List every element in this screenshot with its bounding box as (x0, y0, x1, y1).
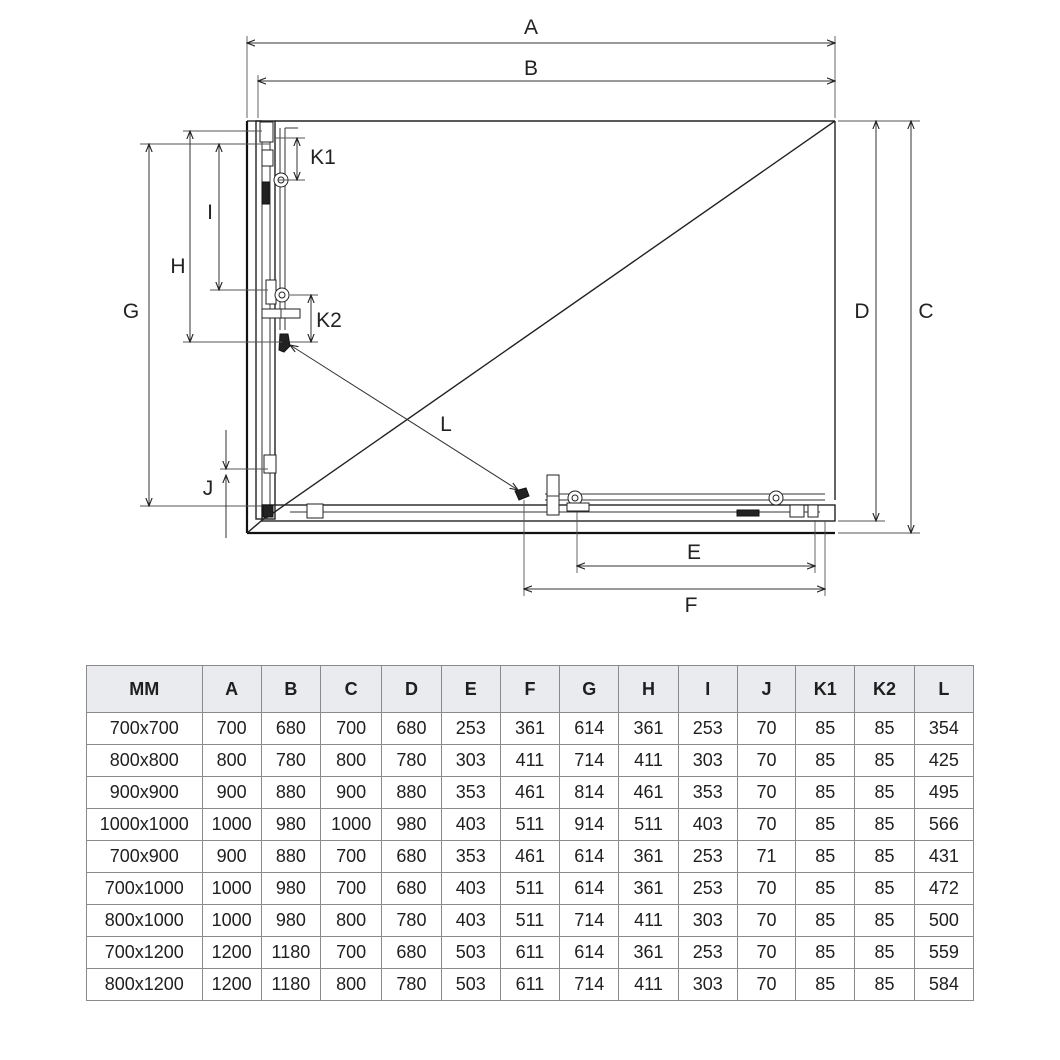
value-cell: 85 (796, 777, 855, 809)
header-cell: C (321, 666, 382, 713)
value-cell: 780 (261, 745, 320, 777)
value-cell: 70 (737, 809, 795, 841)
value-cell: 85 (855, 745, 914, 777)
size-cell: 700x1200 (87, 937, 203, 969)
value-cell: 353 (678, 777, 737, 809)
value-cell: 700 (321, 713, 382, 745)
value-cell: 411 (619, 745, 678, 777)
value-cell: 980 (261, 905, 320, 937)
label-c: C (918, 300, 934, 323)
value-cell: 303 (678, 905, 737, 937)
value-cell: 614 (560, 713, 619, 745)
header-cell: L (914, 666, 973, 713)
value-cell: 85 (796, 713, 855, 745)
size-cell: 700x900 (87, 841, 203, 873)
value-cell: 85 (855, 873, 914, 905)
value-cell: 411 (500, 745, 559, 777)
value-cell: 85 (796, 809, 855, 841)
bottom-right-roller (737, 491, 818, 517)
size-cell: 1000x1000 (87, 809, 203, 841)
value-cell: 680 (382, 841, 441, 873)
header-cell: J (737, 666, 795, 713)
value-cell: 85 (796, 873, 855, 905)
value-cell: 700 (321, 841, 382, 873)
left-lower-roller (262, 280, 300, 318)
value-cell: 303 (441, 745, 500, 777)
value-cell: 353 (441, 777, 500, 809)
value-cell: 880 (261, 777, 320, 809)
value-cell: 253 (441, 713, 500, 745)
table-row (87, 905, 974, 937)
value-cell: 353 (441, 841, 500, 873)
value-cell: 70 (737, 777, 795, 809)
label-j: J (202, 477, 214, 500)
label-i: I (207, 201, 213, 224)
table-row (87, 841, 974, 873)
value-cell: 800 (202, 745, 261, 777)
dimension-b (258, 57, 835, 118)
value-cell: 814 (560, 777, 619, 809)
value-cell: 85 (855, 937, 914, 969)
value-cell: 70 (737, 713, 795, 745)
value-cell: 1000 (321, 809, 382, 841)
header-cell: G (560, 666, 619, 713)
value-cell: 425 (914, 745, 973, 777)
value-cell: 1200 (202, 969, 261, 1001)
value-cell: 680 (382, 937, 441, 969)
value-cell: 914 (560, 809, 619, 841)
size-cell: 700x700 (87, 713, 203, 745)
value-cell: 361 (619, 841, 678, 873)
value-cell: 461 (500, 841, 559, 873)
table-row (87, 777, 974, 809)
value-cell: 85 (796, 905, 855, 937)
left-bottom-guide (263, 455, 323, 518)
value-cell: 511 (619, 809, 678, 841)
value-cell: 403 (441, 873, 500, 905)
value-cell: 403 (441, 905, 500, 937)
left-handle (279, 334, 290, 352)
value-cell: 980 (261, 873, 320, 905)
value-cell: 511 (500, 873, 559, 905)
value-cell: 85 (796, 969, 855, 1001)
value-cell: 700 (202, 713, 261, 745)
value-cell: 614 (560, 873, 619, 905)
value-cell: 503 (441, 937, 500, 969)
value-cell: 303 (678, 969, 737, 1001)
value-cell: 511 (500, 809, 559, 841)
value-cell: 472 (914, 873, 973, 905)
value-cell: 614 (560, 841, 619, 873)
value-cell: 1180 (261, 969, 320, 1001)
value-cell: 680 (382, 873, 441, 905)
value-cell: 70 (737, 905, 795, 937)
header-cell: K2 (855, 666, 914, 713)
value-cell: 700 (321, 937, 382, 969)
value-cell: 403 (678, 809, 737, 841)
label-d: D (854, 300, 870, 323)
value-cell: 880 (261, 841, 320, 873)
value-cell: 70 (737, 745, 795, 777)
value-cell: 584 (914, 969, 973, 1001)
value-cell: 495 (914, 777, 973, 809)
header-cell: F (500, 666, 559, 713)
value-cell: 714 (560, 905, 619, 937)
value-cell: 511 (500, 905, 559, 937)
header-cell: D (382, 666, 441, 713)
header-cell: MM (87, 666, 203, 713)
size-cell: 800x1200 (87, 969, 203, 1001)
value-cell: 461 (500, 777, 559, 809)
value-cell: 566 (914, 809, 973, 841)
header-cell: I (678, 666, 737, 713)
value-cell: 611 (500, 969, 559, 1001)
value-cell: 880 (382, 777, 441, 809)
table-row (87, 809, 974, 841)
value-cell: 303 (678, 745, 737, 777)
size-cell: 900x900 (87, 777, 203, 809)
label-h: H (170, 255, 186, 278)
dimension-d (838, 121, 885, 521)
value-cell: 780 (382, 745, 441, 777)
value-cell: 85 (855, 905, 914, 937)
value-cell: 411 (619, 969, 678, 1001)
value-cell: 403 (441, 809, 500, 841)
value-cell: 503 (441, 969, 500, 1001)
value-cell: 1000 (202, 809, 261, 841)
label-b: B (523, 57, 539, 80)
value-cell: 714 (560, 745, 619, 777)
label-k1: K1 (310, 146, 336, 169)
dimension-c (838, 121, 934, 533)
table-row (87, 873, 974, 905)
value-cell: 780 (382, 969, 441, 1001)
label-a: A (523, 16, 539, 39)
value-cell: 361 (500, 713, 559, 745)
value-cell: 354 (914, 713, 973, 745)
header-cell: A (202, 666, 261, 713)
value-cell: 85 (796, 745, 855, 777)
value-cell: 1180 (261, 937, 320, 969)
value-cell: 800 (321, 745, 382, 777)
size-cell: 800x1000 (87, 905, 203, 937)
value-cell: 800 (321, 905, 382, 937)
header-cell: E (441, 666, 500, 713)
value-cell: 780 (382, 905, 441, 937)
header-cell: B (261, 666, 320, 713)
size-cell: 800x800 (87, 745, 203, 777)
value-cell: 85 (855, 777, 914, 809)
value-cell: 361 (619, 713, 678, 745)
table-row (87, 745, 974, 777)
label-l: L (440, 413, 452, 436)
value-cell: 900 (202, 841, 261, 873)
value-cell: 1000 (202, 905, 261, 937)
value-cell: 70 (737, 969, 795, 1001)
value-cell: 85 (855, 713, 914, 745)
value-cell: 900 (202, 777, 261, 809)
value-cell: 431 (914, 841, 973, 873)
value-cell: 900 (321, 777, 382, 809)
value-cell: 70 (737, 873, 795, 905)
value-cell: 411 (619, 905, 678, 937)
dimension-j (203, 430, 268, 538)
bottom-left-roller (547, 475, 589, 515)
value-cell: 253 (678, 713, 737, 745)
value-cell: 800 (321, 969, 382, 1001)
table-row (87, 713, 974, 745)
dimension-f (524, 500, 825, 617)
value-cell: 1000 (202, 873, 261, 905)
value-cell: 680 (382, 713, 441, 745)
label-f: F (684, 594, 698, 617)
table-body (87, 713, 974, 1001)
header-cell: H (619, 666, 678, 713)
dimension-a (247, 16, 835, 118)
label-e: E (686, 541, 702, 564)
value-cell: 85 (796, 937, 855, 969)
dimension-i (207, 144, 268, 290)
value-cell: 1200 (202, 937, 261, 969)
value-cell: 361 (619, 937, 678, 969)
value-cell: 253 (678, 873, 737, 905)
value-cell: 253 (678, 841, 737, 873)
table-row (87, 969, 974, 1001)
value-cell: 70 (737, 937, 795, 969)
value-cell: 461 (619, 777, 678, 809)
value-cell: 85 (855, 809, 914, 841)
value-cell: 361 (619, 873, 678, 905)
size-cell: 700x1000 (87, 873, 203, 905)
table-header-row (87, 666, 974, 713)
value-cell: 85 (855, 969, 914, 1001)
value-cell: 85 (796, 841, 855, 873)
value-cell: 680 (261, 713, 320, 745)
value-cell: 500 (914, 905, 973, 937)
value-cell: 614 (560, 937, 619, 969)
table-row (87, 937, 974, 969)
value-cell: 611 (500, 937, 559, 969)
diagonal-line (266, 121, 835, 518)
value-cell: 559 (914, 937, 973, 969)
label-k2: K2 (316, 309, 342, 332)
header-cell: K1 (796, 666, 855, 713)
label-g: G (122, 300, 140, 323)
value-cell: 85 (855, 841, 914, 873)
value-cell: 71 (737, 841, 795, 873)
value-cell: 700 (321, 873, 382, 905)
dimensions-table (86, 665, 974, 1001)
value-cell: 980 (382, 809, 441, 841)
value-cell: 714 (560, 969, 619, 1001)
value-cell: 980 (261, 809, 320, 841)
value-cell: 253 (678, 937, 737, 969)
